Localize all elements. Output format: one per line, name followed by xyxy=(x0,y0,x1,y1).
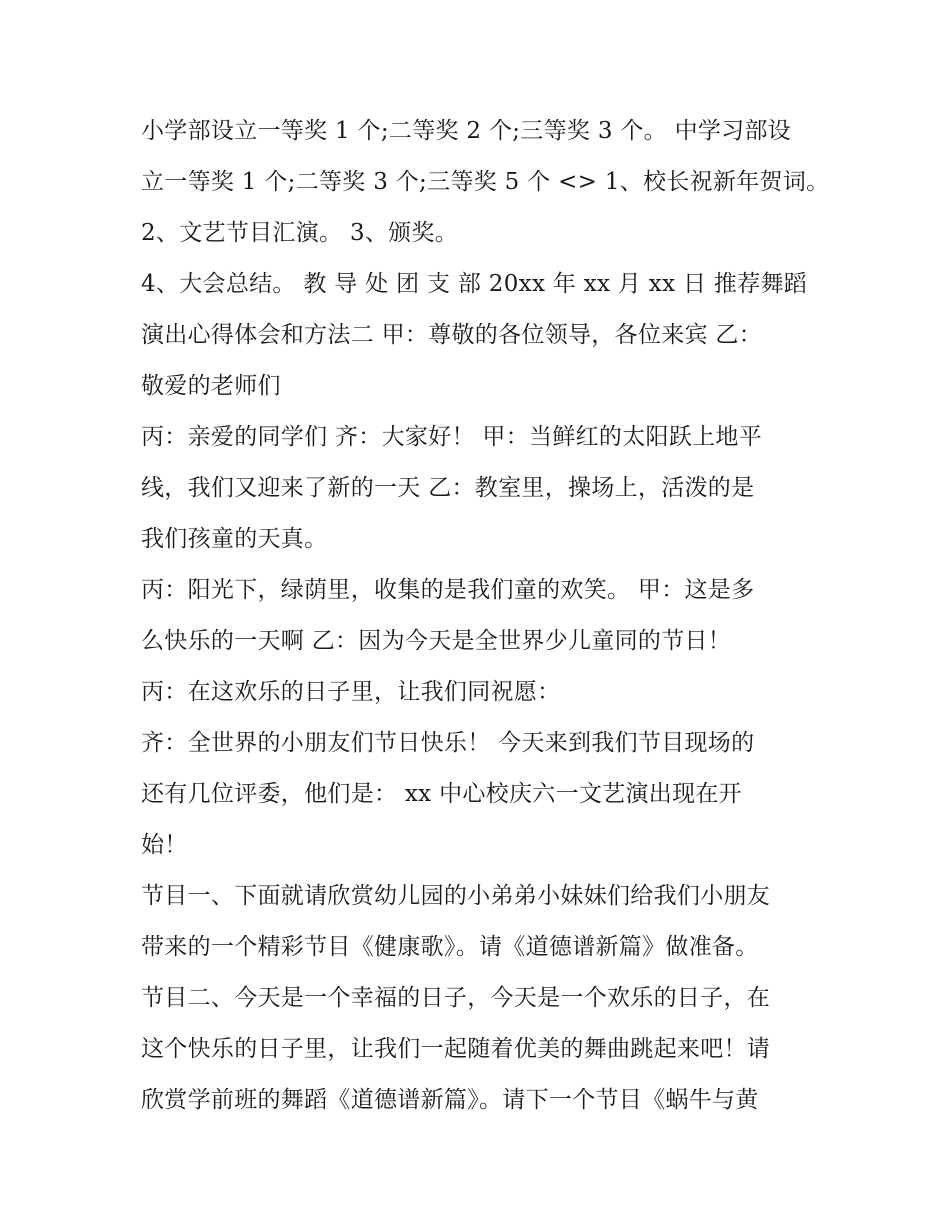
text-line: 丙：阳光下，绿荫里，收集的是我们童的欢笑。 甲：这是多 xyxy=(141,577,755,603)
document-body xyxy=(141,106,830,1126)
text-line: 线，我们又迎来了新的一天 乙：教室里，操场上，活泼的是 xyxy=(141,475,755,501)
text-line: 节目一、下面就请欣赏幼儿园的小弟弟小妹妹们给我们小朋友 xyxy=(141,883,771,909)
text-line: 这个快乐的日子里，让我们一起随着优美的舞曲跳起来吧！请 xyxy=(141,1036,771,1062)
text-line: 么快乐的一天啊 乙：因为今天是全世界少儿童同的节日！ xyxy=(141,628,732,654)
text-line: 丙：亲爱的同学们 齐：大家好！ 甲：当鲜红的太阳跃上地平 xyxy=(141,424,763,450)
text-line: 齐：全世界的小朋友们节日快乐！ 今天来到我们节目现场的 xyxy=(141,730,755,756)
text-line: 敬爱的老师们 xyxy=(141,373,281,399)
text-line: 始！ xyxy=(141,832,188,858)
text-line: 丙：在这欢乐的日子里，让我们同祝愿： xyxy=(141,679,561,705)
text-line: 带来的一个精彩节目《健康歌》。请《道德谱新篇》做准备。 xyxy=(141,934,759,960)
text-line: 节目二、今天是一个幸福的日子，今天是一个欢乐的日子，在 xyxy=(141,985,771,1011)
text-line: 小学部设立一等奖 1 个;二等奖 2 个;三等奖 3 个。 中学习部设 xyxy=(141,118,792,144)
text-line: 欣赏学前班的舞蹈《道德谱新篇》。请下一个节目《蜗牛与黄 xyxy=(141,1087,759,1113)
text-line: 演出心得体会和方法二 甲：尊敬的各位领导，各位来宾 乙： xyxy=(141,322,763,348)
text-line: 4、大会总结。 教 导 处 团 支 部 20xx 年 xx 月 xx 日 推荐舞蹈 xyxy=(141,271,808,297)
text-line: 2、文艺节目汇演。 3、颁奖。 xyxy=(141,220,459,246)
text-line: 立一等奖 1 个;二等奖 3 个;三等奖 5 个 <> 1、校长祝新年贺词。 xyxy=(141,169,830,195)
text-line: 还有几位评委，他们是： xx 中心校庆六一文艺演出现在开 xyxy=(141,781,742,807)
text-line: 我们孩童的天真。 xyxy=(141,526,328,552)
